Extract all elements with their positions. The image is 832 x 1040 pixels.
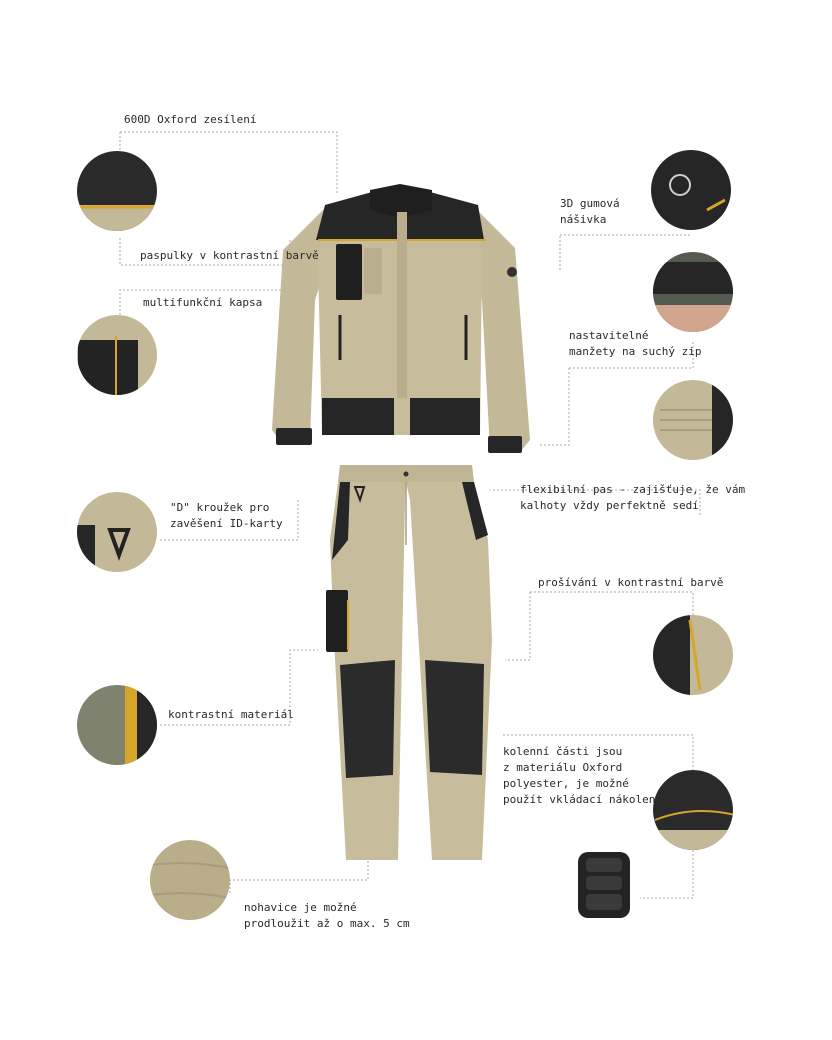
contrast-material-label: kontrastní materiál (168, 708, 294, 721)
knee-oxford-label: kolenní části jsou z materiálu Oxford polyester, je možné použít vkládací nákoleníky (503, 745, 676, 806)
detail-oxford-reinforcement-closeup (70, 151, 170, 245)
rubber-patch-label: 3D gumová nášivka (560, 197, 620, 226)
detail-pocket-closeup (77, 315, 157, 400)
trousers (326, 465, 492, 860)
contrast-piping-label: paspulky v kontrastní barvě (140, 249, 319, 262)
oxford-reinforcement-label: 600D Oxford zesílení (124, 113, 257, 126)
knee-pad-icon (578, 852, 630, 918)
contrast-stitching-label: prošívání v kontrastní barvě (538, 576, 724, 589)
detail-d-ring-closeup (77, 492, 157, 575)
leg-extension-label: nohavice je možné prodloužit až o max. 5 cm (244, 901, 410, 930)
detail-stitching-closeup (650, 615, 733, 695)
detail-contrast-material-closeup (77, 685, 167, 765)
detail-rubber-patch-closeup (651, 150, 731, 230)
multifunction-pocket-label: multifunkční kapsa (143, 296, 263, 309)
detail-hem-closeup (150, 840, 230, 920)
jacket (272, 184, 530, 453)
velcro-cuffs-label: nastavitelné manžety na suchý zip (569, 329, 702, 358)
detail-velcro-cuff-closeup (653, 380, 742, 460)
flexible-waist-label: flexibilní pas - zajišťuje, že vám kalhoty vždy perfektně sedí (520, 483, 746, 512)
d-ring-label: "D" kroužek pro zavěšení ID-karty (170, 501, 283, 530)
